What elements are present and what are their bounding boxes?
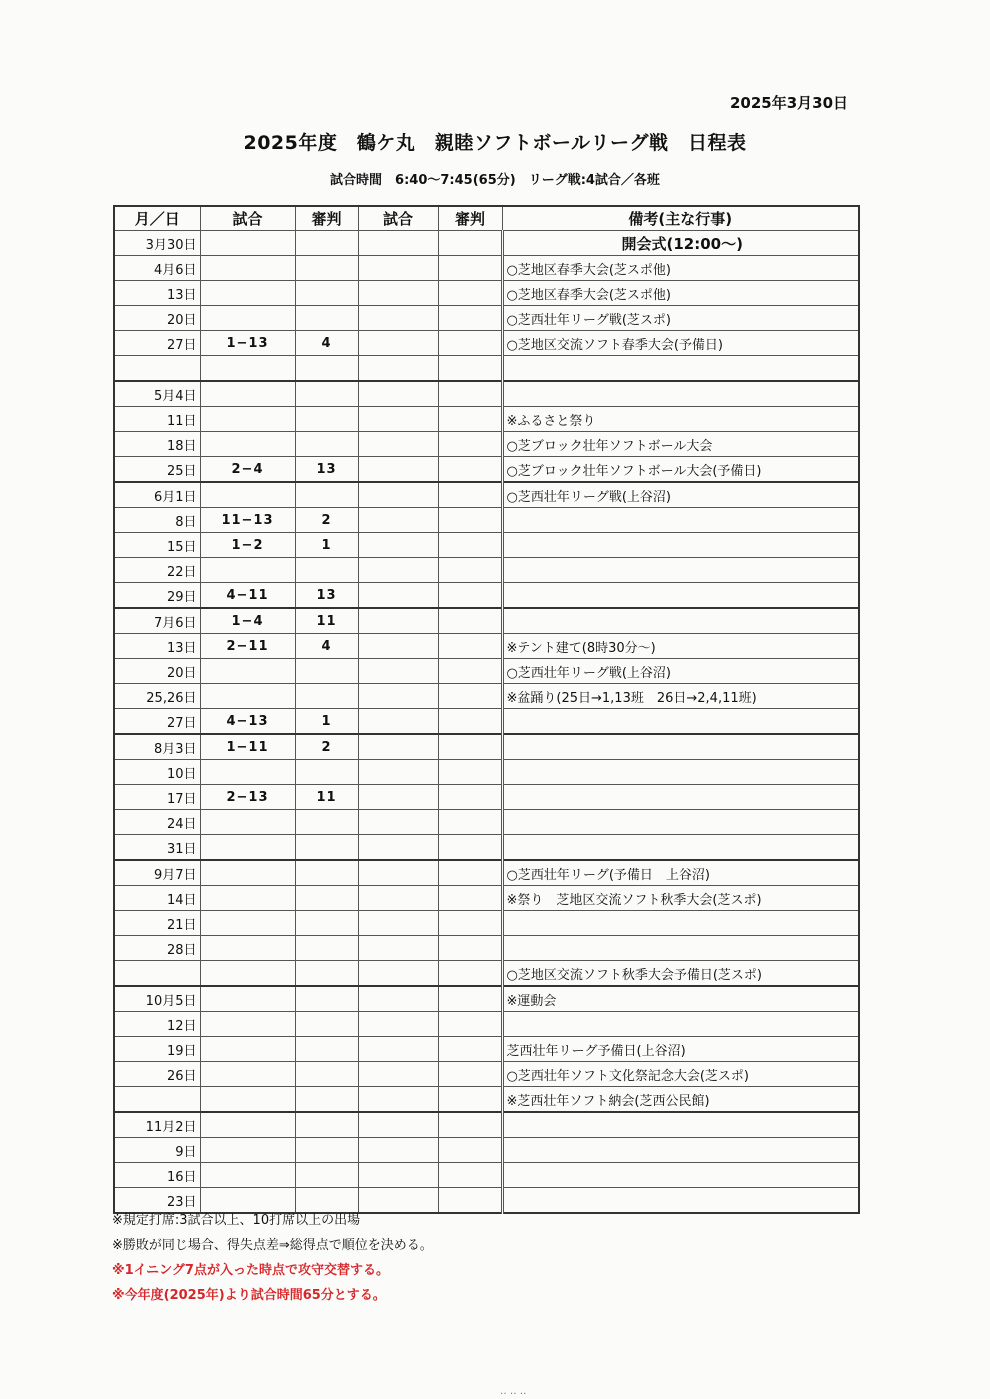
cell-referee — [295, 810, 358, 835]
cell-match-2 — [358, 835, 438, 861]
header-match: 試合 — [200, 206, 295, 231]
cell-date: 29日 — [114, 583, 200, 609]
cell-note — [502, 911, 859, 936]
cell-referee — [295, 1037, 358, 1062]
cell-referee-2 — [438, 306, 502, 331]
cell-match: 1−11 — [200, 734, 295, 760]
cell-note: ○芝西壮年ソフト文化祭記念大会(芝スポ) — [502, 1062, 859, 1087]
cell-date: 10日 — [114, 760, 200, 785]
cell-match-2 — [358, 457, 438, 483]
cell-referee — [295, 886, 358, 911]
table-row — [114, 533, 859, 558]
cell-note: ○芝西壮年リーグ戦(上谷沼) — [502, 482, 859, 508]
cell-referee-2 — [438, 886, 502, 911]
cell-match — [200, 1112, 295, 1138]
table-row — [114, 986, 859, 1012]
cell-note — [502, 508, 859, 533]
cell-referee-2 — [438, 1012, 502, 1037]
cell-referee-2 — [438, 961, 502, 987]
cell-match-2 — [358, 482, 438, 508]
cell-date: 21日 — [114, 911, 200, 936]
cell-referee: 2 — [295, 734, 358, 760]
cell-note: ※ふるさと祭り — [502, 407, 859, 432]
cell-referee — [295, 760, 358, 785]
cell-referee: 13 — [295, 583, 358, 609]
cell-match-2 — [358, 785, 438, 810]
table-row — [114, 407, 859, 432]
cell-match-2 — [358, 306, 438, 331]
cell-referee-2 — [438, 659, 502, 684]
cell-date: 28日 — [114, 936, 200, 961]
cell-referee — [295, 356, 358, 382]
cell-referee — [295, 961, 358, 987]
table-row — [114, 281, 859, 306]
bottom-scan-mark: ‥ ‥ ‥ — [500, 1386, 527, 1397]
table-row — [114, 961, 859, 987]
cell-referee-2 — [438, 231, 502, 256]
cell-date: 13日 — [114, 281, 200, 306]
cell-match: 11−13 — [200, 508, 295, 533]
cell-note — [502, 533, 859, 558]
cell-match: 1−4 — [200, 608, 295, 634]
cell-referee-2 — [438, 432, 502, 457]
cell-match-2 — [358, 1037, 438, 1062]
cell-referee-2 — [438, 558, 502, 583]
cell-match-2 — [358, 1163, 438, 1188]
cell-match — [200, 886, 295, 911]
cell-referee-2 — [438, 911, 502, 936]
cell-match-2 — [358, 331, 438, 356]
table-row — [114, 709, 859, 735]
table-row — [114, 231, 859, 256]
cell-referee — [295, 1138, 358, 1163]
cell-match-2 — [358, 1087, 438, 1113]
cell-match — [200, 1062, 295, 1087]
cell-referee: 11 — [295, 608, 358, 634]
table-row — [114, 381, 859, 407]
cell-referee — [295, 1112, 358, 1138]
cell-note — [502, 810, 859, 835]
cell-note: ※盆踊り(25日→1,13班 26日→2,4,11班) — [502, 684, 859, 709]
cell-match — [200, 835, 295, 861]
cell-match-2 — [358, 760, 438, 785]
cell-referee-2 — [438, 608, 502, 634]
cell-date: 22日 — [114, 558, 200, 583]
table-row — [114, 1062, 859, 1087]
page-title: 2025年度 鶴ケ丸 親睦ソフトボールリーグ戦 日程表 — [243, 132, 747, 154]
cell-referee: 4 — [295, 331, 358, 356]
cell-date: 24日 — [114, 810, 200, 835]
cell-match: 1−13 — [200, 331, 295, 356]
cell-referee-2 — [438, 734, 502, 760]
cell-match — [200, 1012, 295, 1037]
cell-match — [200, 482, 295, 508]
cell-match: 2−4 — [200, 457, 295, 483]
cell-match — [200, 1037, 295, 1062]
table-row — [114, 457, 859, 483]
cell-match-2 — [358, 1062, 438, 1087]
cell-match — [200, 986, 295, 1012]
header-match-2: 試合 — [358, 206, 438, 231]
cell-note: ○芝ブロック壮年ソフトボール大会 — [502, 432, 859, 457]
cell-date: 17日 — [114, 785, 200, 810]
cell-match — [200, 911, 295, 936]
cell-referee — [295, 659, 358, 684]
cell-referee-2 — [438, 381, 502, 407]
cell-match-2 — [358, 810, 438, 835]
cell-note: ○芝地区春季大会(芝スポ他) — [502, 256, 859, 281]
table-row — [114, 508, 859, 533]
cell-referee-2 — [438, 835, 502, 861]
cell-match — [200, 860, 295, 886]
cell-referee-2 — [438, 986, 502, 1012]
table-row — [114, 1012, 859, 1037]
cell-note: ○芝地区交流ソフト春季大会(予備日) — [502, 331, 859, 356]
footnote-line: ※1イニング7点が入った時点で攻守交替する。 — [112, 1263, 389, 1278]
cell-referee-2 — [438, 785, 502, 810]
cell-note: ○芝西壮年リーグ(予備日 上谷沼) — [502, 860, 859, 886]
cell-referee-2 — [438, 1138, 502, 1163]
table-row — [114, 331, 859, 356]
cell-match-2 — [358, 231, 438, 256]
table-row — [114, 785, 859, 810]
cell-match-2 — [358, 734, 438, 760]
cell-referee — [295, 835, 358, 861]
cell-note — [502, 835, 859, 861]
table-row — [114, 860, 859, 886]
cell-note — [502, 760, 859, 785]
cell-match — [200, 231, 295, 256]
cell-match — [200, 961, 295, 987]
cell-match — [200, 684, 295, 709]
cell-referee-2 — [438, 1188, 502, 1214]
cell-match — [200, 306, 295, 331]
cell-referee-2 — [438, 634, 502, 659]
cell-note — [502, 734, 859, 760]
cell-note: ※芝西壮年ソフト納会(芝西公民館) — [502, 1087, 859, 1113]
cell-date: 23日 — [114, 1188, 200, 1214]
cell-date: 20日 — [114, 659, 200, 684]
table-row — [114, 1112, 859, 1138]
table-row — [114, 432, 859, 457]
cell-note — [502, 1138, 859, 1163]
cell-note: ○芝ブロック壮年ソフトボール大会(予備日) — [502, 457, 859, 483]
cell-match — [200, 281, 295, 306]
cell-note — [502, 1188, 859, 1214]
cell-date: 5月4日 — [114, 381, 200, 407]
table-row — [114, 1037, 859, 1062]
cell-referee-2 — [438, 760, 502, 785]
header-date: 月／日 — [114, 206, 200, 231]
table-row — [114, 608, 859, 634]
cell-referee — [295, 558, 358, 583]
cell-note — [502, 583, 859, 609]
cell-match — [200, 558, 295, 583]
cell-match — [200, 381, 295, 407]
cell-note: 開会式(12:00〜) — [502, 231, 859, 256]
cell-referee — [295, 482, 358, 508]
cell-referee: 11 — [295, 785, 358, 810]
cell-referee — [295, 936, 358, 961]
cell-match-2 — [358, 961, 438, 987]
cell-referee-2 — [438, 860, 502, 886]
cell-referee — [295, 381, 358, 407]
cell-note — [502, 608, 859, 634]
table-row — [114, 936, 859, 961]
cell-referee-2 — [438, 508, 502, 533]
cell-referee — [295, 407, 358, 432]
cell-match-2 — [358, 634, 438, 659]
cell-referee-2 — [438, 331, 502, 356]
cell-match-2 — [358, 684, 438, 709]
cell-note — [502, 1163, 859, 1188]
cell-referee — [295, 911, 358, 936]
cell-match — [200, 407, 295, 432]
cell-date: 9月7日 — [114, 860, 200, 886]
cell-date: 14日 — [114, 886, 200, 911]
cell-referee-2 — [438, 709, 502, 735]
cell-match-2 — [358, 381, 438, 407]
cell-match: 1−2 — [200, 533, 295, 558]
cell-note: ○芝西壮年リーグ戦(芝スポ) — [502, 306, 859, 331]
cell-match: 2−11 — [200, 634, 295, 659]
table-header-row — [114, 206, 859, 231]
table-row — [114, 1138, 859, 1163]
table-row — [114, 634, 859, 659]
table-row — [114, 835, 859, 861]
cell-match — [200, 1138, 295, 1163]
cell-referee-2 — [438, 256, 502, 281]
cell-note — [502, 785, 859, 810]
cell-referee: 1 — [295, 533, 358, 558]
cell-date: 7月6日 — [114, 608, 200, 634]
header-notes: 備考(主な行事) — [502, 206, 859, 231]
cell-match-2 — [358, 936, 438, 961]
footnote-line: ※今年度(2025年)より試合時間65分とする。 — [112, 1288, 386, 1303]
cell-match-2 — [358, 886, 438, 911]
cell-match-2 — [358, 709, 438, 735]
cell-referee-2 — [438, 1037, 502, 1062]
cell-referee-2 — [438, 281, 502, 306]
cell-note — [502, 381, 859, 407]
cell-match-2 — [358, 608, 438, 634]
cell-date: 25日 — [114, 457, 200, 483]
cell-note: 芝西壮年リーグ予備日(上谷沼) — [502, 1037, 859, 1062]
cell-referee-2 — [438, 1087, 502, 1113]
schedule-table — [113, 205, 860, 1214]
cell-date: 11月2日 — [114, 1112, 200, 1138]
table-row — [114, 356, 859, 382]
cell-date: 10月5日 — [114, 986, 200, 1012]
footnote-line: ※勝敗が同じ場合、得失点差⇒総得点で順位を決める。 — [112, 1238, 433, 1253]
cell-match — [200, 256, 295, 281]
cell-referee-2 — [438, 583, 502, 609]
cell-date: 18日 — [114, 432, 200, 457]
table-row — [114, 1087, 859, 1113]
cell-date: 19日 — [114, 1037, 200, 1062]
cell-note — [502, 1012, 859, 1037]
cell-match — [200, 659, 295, 684]
cell-match-2 — [358, 432, 438, 457]
cell-referee-2 — [438, 684, 502, 709]
table-row — [114, 306, 859, 331]
header-referee: 審判 — [295, 206, 358, 231]
cell-note — [502, 356, 859, 382]
cell-match: 4−13 — [200, 709, 295, 735]
cell-match-2 — [358, 1138, 438, 1163]
cell-referee — [295, 1062, 358, 1087]
cell-note: ○芝西壮年リーグ戦(上谷沼) — [502, 659, 859, 684]
cell-referee — [295, 1012, 358, 1037]
table-row — [114, 760, 859, 785]
cell-date: 31日 — [114, 835, 200, 861]
cell-date — [114, 961, 200, 987]
footnotes — [112, 1208, 433, 1308]
cell-note: ※運動会 — [502, 986, 859, 1012]
cell-date: 12日 — [114, 1012, 200, 1037]
cell-referee-2 — [438, 457, 502, 483]
table-row — [114, 482, 859, 508]
cell-match-2 — [358, 1112, 438, 1138]
cell-date: 8日 — [114, 508, 200, 533]
cell-match: 4−11 — [200, 583, 295, 609]
cell-referee-2 — [438, 1163, 502, 1188]
table-row — [114, 583, 859, 609]
cell-referee-2 — [438, 533, 502, 558]
cell-referee — [295, 860, 358, 886]
cell-match-2 — [358, 256, 438, 281]
cell-match-2 — [358, 508, 438, 533]
table-row — [114, 256, 859, 281]
cell-referee — [295, 306, 358, 331]
cell-date: 8月3日 — [114, 734, 200, 760]
table-row — [114, 734, 859, 760]
table-row — [114, 1163, 859, 1188]
cell-date: 27日 — [114, 709, 200, 735]
cell-referee — [295, 684, 358, 709]
cell-match — [200, 760, 295, 785]
cell-referee — [295, 432, 358, 457]
cell-referee-2 — [438, 1062, 502, 1087]
footnote-line: ※規定打席:3試合以上、10打席以上の出場 — [112, 1213, 361, 1228]
cell-date: 26日 — [114, 1062, 200, 1087]
table-row — [114, 810, 859, 835]
cell-note: ※祭り 芝地区交流ソフト秋季大会(芝スポ) — [502, 886, 859, 911]
cell-date: 20日 — [114, 306, 200, 331]
cell-match — [200, 432, 295, 457]
page-subtitle: 試合時間 6:40〜7:45(65分) リーグ戦:4試合／各班 — [330, 173, 660, 188]
cell-date — [114, 1087, 200, 1113]
cell-referee: 4 — [295, 634, 358, 659]
cell-date: 9日 — [114, 1138, 200, 1163]
cell-date: 3月30日 — [114, 231, 200, 256]
document-date: 2025年3月30日 — [730, 94, 849, 112]
cell-match-2 — [358, 986, 438, 1012]
cell-match — [200, 1087, 295, 1113]
cell-note: ○芝地区春季大会(芝スポ他) — [502, 281, 859, 306]
cell-match-2 — [358, 911, 438, 936]
cell-note — [502, 1112, 859, 1138]
cell-referee-2 — [438, 407, 502, 432]
cell-referee — [295, 281, 358, 306]
cell-referee — [295, 1163, 358, 1188]
cell-referee — [295, 231, 358, 256]
cell-note: ○芝地区交流ソフト秋季大会予備日(芝スポ) — [502, 961, 859, 987]
cell-match: 2−13 — [200, 785, 295, 810]
cell-date: 16日 — [114, 1163, 200, 1188]
table-row — [114, 684, 859, 709]
cell-date: 25,26日 — [114, 684, 200, 709]
cell-referee-2 — [438, 356, 502, 382]
cell-referee: 13 — [295, 457, 358, 483]
cell-date: 27日 — [114, 331, 200, 356]
cell-match-2 — [358, 407, 438, 432]
cell-note: ※テント建て(8時30分〜) — [502, 634, 859, 659]
schedule-body — [114, 231, 859, 1214]
table-row — [114, 886, 859, 911]
cell-referee: 2 — [295, 508, 358, 533]
cell-referee — [295, 986, 358, 1012]
cell-match-2 — [358, 533, 438, 558]
cell-date: 13日 — [114, 634, 200, 659]
table-row — [114, 558, 859, 583]
cell-referee — [295, 1087, 358, 1113]
cell-date: 15日 — [114, 533, 200, 558]
cell-match-2 — [358, 281, 438, 306]
cell-referee — [295, 256, 358, 281]
cell-date — [114, 356, 200, 382]
cell-referee-2 — [438, 936, 502, 961]
cell-note — [502, 709, 859, 735]
cell-date: 6月1日 — [114, 482, 200, 508]
table-row — [114, 911, 859, 936]
cell-date: 11日 — [114, 407, 200, 432]
header-referee-2: 審判 — [438, 206, 502, 231]
cell-match — [200, 810, 295, 835]
cell-match — [200, 936, 295, 961]
cell-match-2 — [358, 1012, 438, 1037]
cell-referee-2 — [438, 810, 502, 835]
cell-note — [502, 936, 859, 961]
cell-match-2 — [358, 356, 438, 382]
cell-match — [200, 1163, 295, 1188]
cell-match-2 — [358, 583, 438, 609]
cell-match-2 — [358, 558, 438, 583]
cell-referee: 1 — [295, 709, 358, 735]
cell-date: 4月6日 — [114, 256, 200, 281]
cell-referee-2 — [438, 1112, 502, 1138]
cell-match-2 — [358, 860, 438, 886]
table-row — [114, 659, 859, 684]
cell-match-2 — [358, 659, 438, 684]
cell-match — [200, 356, 295, 382]
cell-referee-2 — [438, 482, 502, 508]
cell-note — [502, 558, 859, 583]
